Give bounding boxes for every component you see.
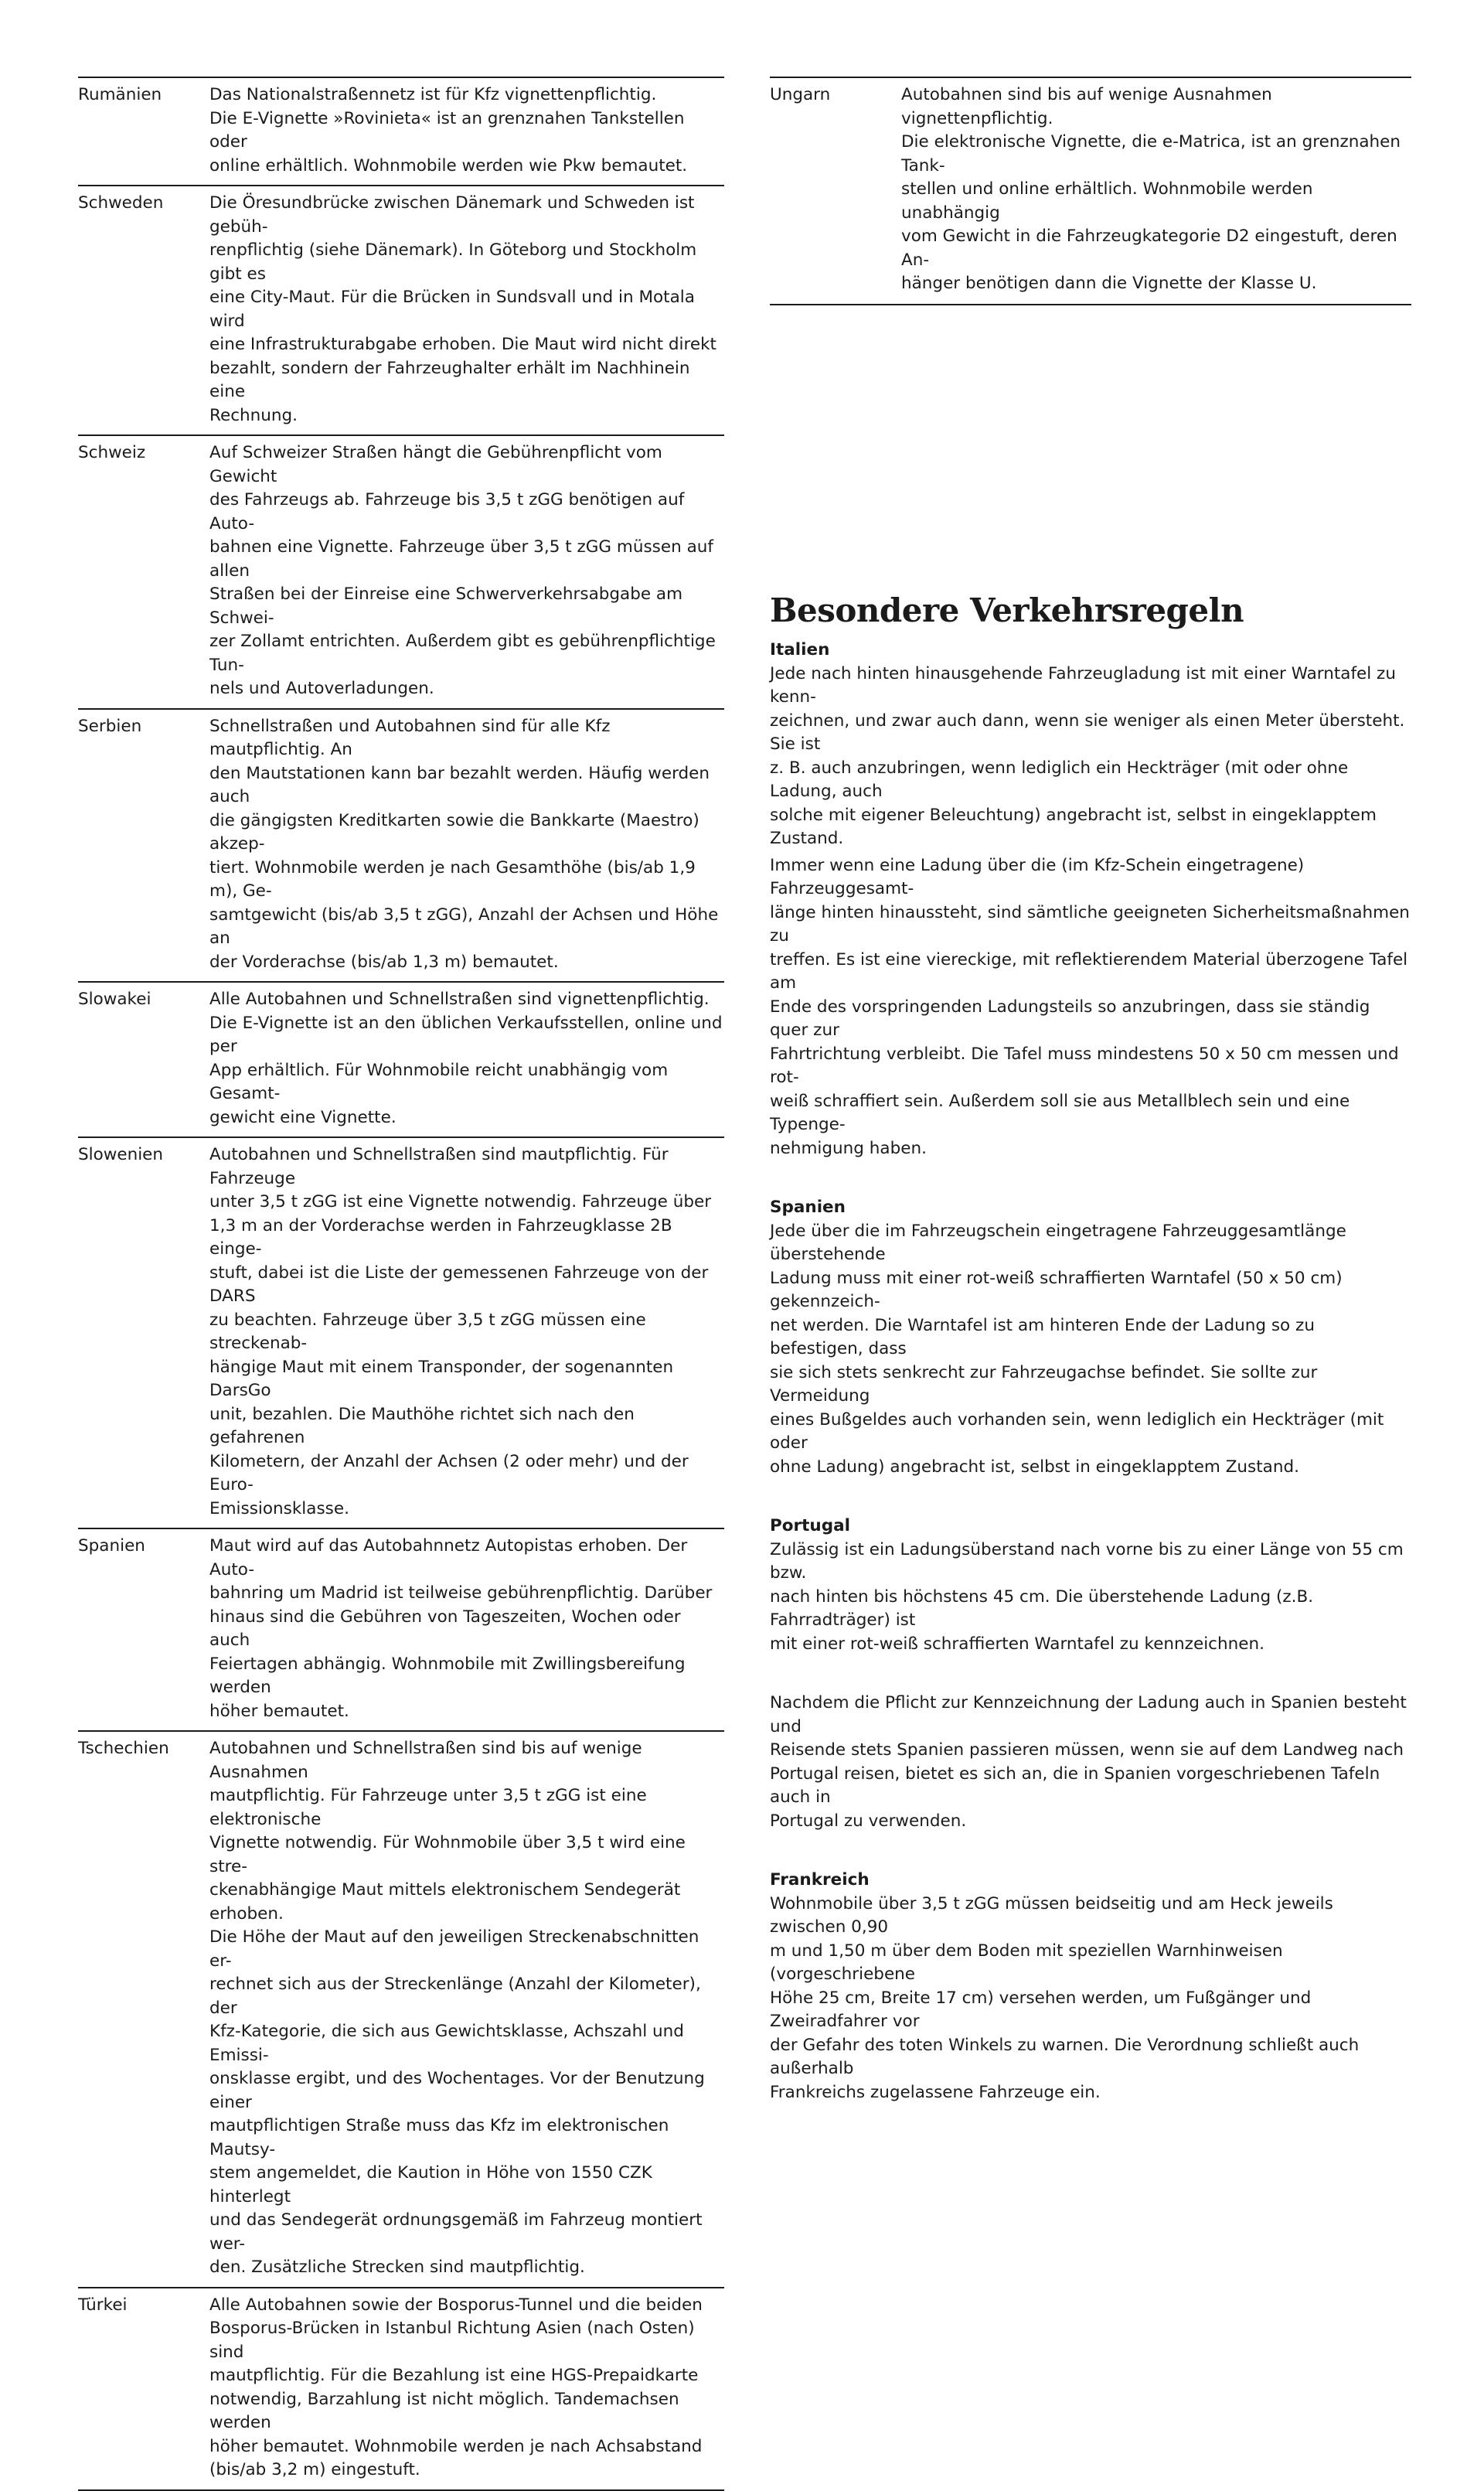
section-title: Besondere Verkehrsregeln — [770, 591, 1244, 629]
rule-text-portugal: Zulässig ist ein Ladungsüberstand nach vorne bis zu einer Länge von 55 cm bzw. nach hinten bis höchstens 45 cm. Die überstehende Ladung (z.B. Fahrradträger) ist mit einer rot-weiß schraffierten Warntafel zu kennzeichnen. — [770, 1539, 1404, 1654]
country-name: Tschechien — [78, 1739, 169, 1758]
spacer — [770, 1479, 1411, 1515]
country-name: Ungarn — [770, 85, 831, 104]
country-name: Spanien — [78, 1536, 145, 1556]
rule-text-portugal-note: Nachdem die Pflicht zur Kennzeichnung der Ladung auch in Spanien besteht und Reisende stets Spanien passieren müssen, wenn sie auf dem Landweg nach Portugal reisen, bietet es sich an, die in Spanien vorgeschriebenen Tafeln auch in Portugal zu verwenden. — [770, 1693, 1407, 1831]
country-toll-info: Autobahnen sind bis auf wenige Ausnahmen vignettenpflichtig. Die elektronische Vignette, die e-Matrica, ist an grenznahen Tank- stellen und online erhältlich. Wohnmobile werden unabhängig vom Gewicht in die Fahrzeugkategorie D2 eingestuft, deren An- hänger benötigen dann die Vignette der Klasse U. — [901, 85, 1401, 293]
country-toll-info: Alle Autobahnen und Schnellstraßen sind vignettenpflichtig. Die E-Vignette ist an den üblichen Verkaufsstellen, online und per App erhältlich. Für Wohnmobile reicht unabhängig vom Gesamt- gewicht eine Vignette. — [209, 990, 723, 1127]
country-name: Slowakei — [78, 990, 151, 1009]
country-toll-info: Autobahnen und Schnellstraßen sind mautpflichtig. Für Fahrzeuge unter 3,5 t zGG ist eine Vignette notwendig. Fahrzeuge über 1,3 m an der Vorderachse werden in Fahrzeugklasse 2B einge- stuft, dabei ist die Liste der gemessenen Fahrzeuge von der DARS zu beachten. Fahrzeuge über 3,5 t zGG müssen eine streckenab- hängige Maut mit einem Transponder, der sogenannten DarsGo unit, bezahlen. Die Mauthöhe richtet sich nach den gefahrenen Kilometern, der Anzahl der Achsen (2 oder mehr) und der Euro- Emissionsklasse. — [209, 1145, 712, 1518]
rule-heading-frankreich: Frankreich — [770, 1870, 870, 1890]
toll-table-left — [78, 77, 724, 2491]
country-toll-info: Auf Schweizer Straßen hängt die Gebührenpflicht vom Gewicht des Fahrzeugs ab. Fahrzeuge bis 3,5 t zGG benötigen auf Auto- bahnen eine Vignette. Fahrzeuge über 3,5 t zGG müssen auf allen Straßen bei der Einreise eine Schwerverkehrsabgabe am Schwei- zer Zollamt entrichten. Außerdem gibt es gebührenpflichtige Tun- nels und Autoverladungen. — [209, 443, 716, 698]
toll-table-right — [770, 77, 1411, 305]
table-row — [78, 1136, 724, 1528]
rule-heading-portugal: Portugal — [770, 1516, 850, 1535]
country-toll-info: Die Öresundbrücke zwischen Dänemark und Schweden ist gebüh- renpflichtig (siehe Dänemark). In Göteborg und Stockholm gibt es eine City-Maut. Für die Brücken in Sundsvall und in Motala wird eine Infrastrukturabgabe erhoben. Die Maut wird nicht direkt bezahlt, sondern der Fahrzeughalter erhält im Nachhinein eine Rechnung. — [209, 193, 716, 425]
rule-text-italien-1: Jede nach hinten hinausgehende Fahrzeugladung ist mit einer Warntafel zu kenn- zeichnen, und zwar auch dann, wenn sie weniger als einen Meter übersteht. Sie ist z. B. auch anzubringen, wenn lediglich ein Heckträger (mit oder ohne Ladung, auch solche mit eigener Beleuchtung) angebracht ist, selbst in eingeklapptem Zustand. — [770, 663, 1405, 848]
country-toll-info: Autobahnen und Schnellstraßen sind bis auf wenige Ausnahmen mautpflichtig. Für Fahrzeuge unter 3,5 t zGG ist eine elektronische Vignette notwendig. Für Wohnmobile über 3,5 t wird eine stre- ckenabhängige Maut mittels elektronischem Sendegerät erhoben. Die Höhe der Maut auf den jeweiligen Streckenabschnitten er- rechnet sich aus der Streckenlänge (Anzahl der Kilometer), der Kfz-Kategorie, die sich aus Gewichtsklasse, Achszahl und Emissi- onsklasse ergibt, und des Wochentages. Vor der Benutzung einer mautpflichtigen Straße muss das Kfz im elektronischen Mautsy- stem angemeldet, die Kaution in Höhe von 1550 CZK hinterlegt und das Sendegerät ordnungsgemäß im Fahrzeug montiert wer- den. Zusätzliche Strecken sind mautpflichtig. — [209, 1739, 705, 2277]
table-row — [770, 77, 1411, 305]
traffic-rules-section — [770, 589, 1411, 2104]
table-row — [78, 185, 724, 434]
table-row — [78, 77, 724, 185]
spacer — [770, 1656, 1411, 1692]
country-toll-info: Alle Autobahnen sowie der Bosporus-Tunnel und die beiden Bosporus-Brücken in Istanbul Richtung Asien (nach Osten) sind mautpflichtig. Für die Bezahlung ist eine HGS-Prepaidkarte notwendig, Barzahlung ist nicht möglich. Tandemachsen werden höher bemautet. Wohnmobile werden je nach Achsabstand (bis/ab 3,2 m) eingestuft. — [209, 2295, 703, 2479]
rule-text-italien-2: Immer wenn eine Ladung über die (im Kfz-Schein eingetragene) Fahrzeuggesamt- länge hinten hinaussteht, sind sämtliche geeigneten Sicherheitsmaßnahmen zu treffen. Es ist eine viereckige, mit reflektierendem Material überzogene Tafel am Ende des vorspringenden Ladungsteils so anzubringen, dass sie ständig quer zur Fahrtrichtung verbleibt. Die Tafel muss mindestens 50 x 50 cm messen und rot- weiß schraffiert sein. Außerdem soll sie aus Metallblech sein und eine Typenge- nehmigung haben. — [770, 855, 1410, 1158]
spacer — [770, 1160, 1411, 1196]
country-name: Türkei — [78, 2295, 128, 2315]
spacer — [770, 1833, 1411, 1869]
country-toll-info: Schnellstraßen und Autobahnen sind für alle Kfz mautpflichtig. An den Mautstationen kann bar bezahlt werden. Häufig werden auch die gängigsten Kreditkarten sowie die Bankkarte (Maestro) akzep- tiert. Wohnmobile werden je nach Gesamthöhe (bis/ab 1,9 m), Ge- samtgewicht (bis/ab 3,5 t zGG), Anzahl der Achsen und Höhe an der Vorderachse (bis/ab 1,3 m) bemautet. — [209, 716, 719, 972]
country-toll-info: Maut wird auf das Autobahnnetz Autopistas erhoben. Der Auto- bahnring um Madrid ist teilweise gebührenpflichtig. Darüber hinaus sind die Gebühren von Tageszeiten, Wochen oder auch Feiertagen abhängig. Wohnmobile mit Zwillingsbereifung werden höher bemautet. — [209, 1536, 713, 1721]
table-row — [78, 1528, 724, 1730]
country-name: Slowenien — [78, 1145, 164, 1164]
country-name: Serbien — [78, 716, 142, 736]
country-name: Schweiz — [78, 443, 146, 462]
table-row — [78, 434, 724, 708]
table-row — [78, 2287, 724, 2491]
table-row — [78, 981, 724, 1136]
rule-text-frankreich: Wohnmobile über 3,5 t zGG müssen beidseitig und am Heck jeweils zwischen 0,90 m und 1,50 m über dem Boden mit speziellen Warnhinweisen (vorgeschriebene Höhe 25 cm, Breite 17 cm) versehen werden, um Fußgänger und Zweiradfahrer vor der Gefahr des toten Winkels zu warnen. Die Verordnung schließt auch außerhalb Frankreichs zugelassene Fahrzeuge ein. — [770, 1893, 1360, 2102]
rule-heading-italien: Italien — [770, 640, 830, 659]
rule-text-spanien: Jede über die im Fahrzeugschein eingetragene Fahrzeuggesamtlänge überstehende Ladung muss mit einer rot-weiß schraffierten Warntafel (50 x 50 cm) gekennzeich- net werden. Die Warntafel ist am hinteren Ende der Ladung so zu befestigen, dass sie sich stets senkrecht zur Fahrzeugachse befindet. Sie sollte zur Vermeidung eines Bußgeldes auch vorhanden sein, wenn lediglich ein Heckträger (mit oder ohne Ladung) angebracht ist, selbst in eingeklapptem Zustand. — [770, 1221, 1384, 1477]
rule-heading-spanien: Spanien — [770, 1198, 846, 1217]
country-name: Schweden — [78, 193, 164, 213]
table-row — [78, 708, 724, 982]
country-name: Rumänien — [78, 85, 162, 104]
country-toll-info: Das Nationalstraßennetz ist für Kfz vignettenpflichtig. Die E-Vignette »Rovinieta« ist an grenznahen Tankstellen oder online erhältlich. Wohnmobile werden wie Pkw bemautet. — [209, 85, 688, 175]
table-row — [78, 1730, 724, 2287]
